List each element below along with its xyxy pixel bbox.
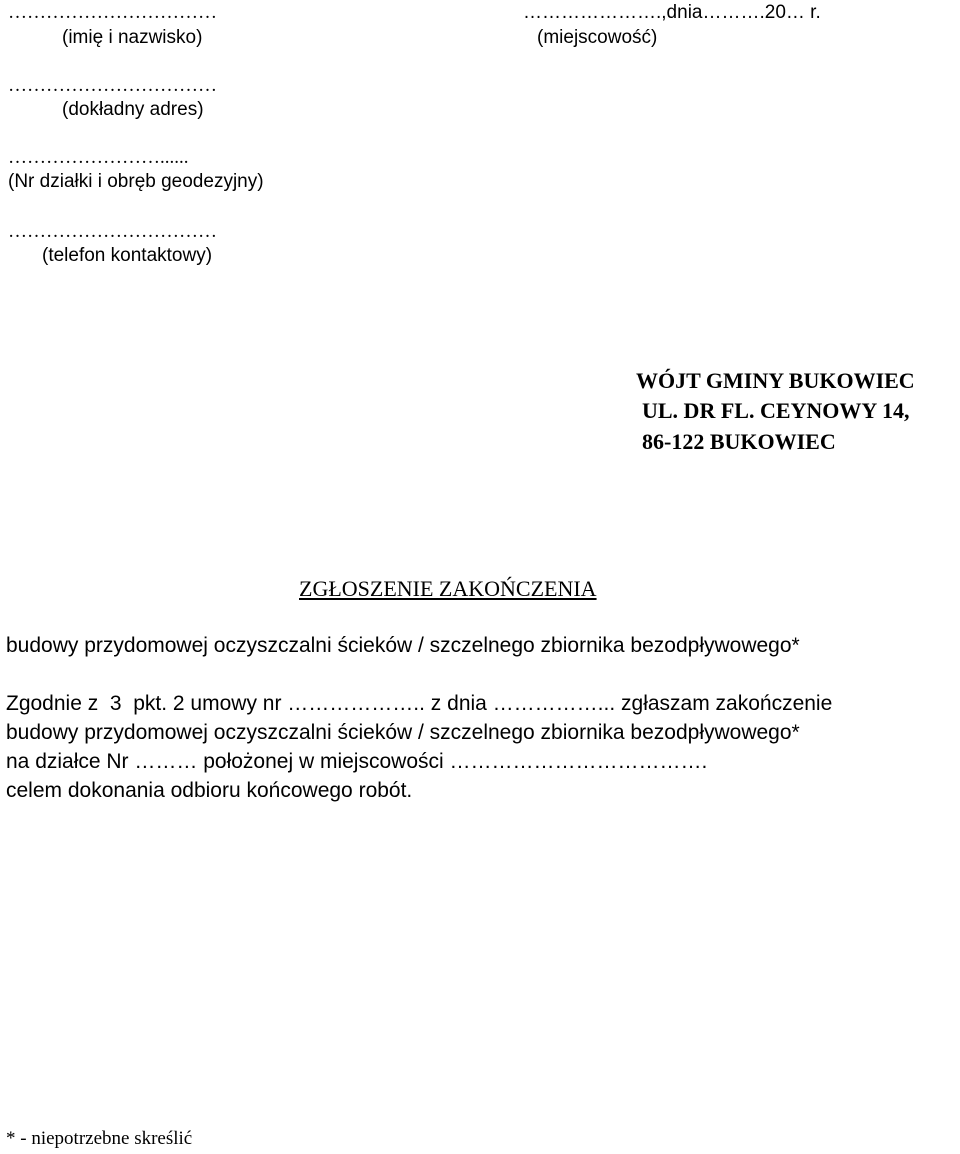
recipient-line-1: WÓJT GMINY BUKOWIEC xyxy=(636,368,915,393)
phone-dots[interactable]: …………………………… xyxy=(8,221,217,242)
plot-caption: (Nr działki i obręb geodezyjny) xyxy=(8,171,264,192)
paragraph-line-1: Zgodnie z 3 pkt. 2 umowy nr ……………….. z dnia ……………... zgłaszam zakończenie xyxy=(6,692,833,715)
name-caption: (imię i nazwisko) xyxy=(62,27,203,48)
footnote: * - niepotrzebne skreślić xyxy=(6,1128,193,1149)
paragraph-line-3: na działce Nr ……… położonej w miejscowości ………………………………. xyxy=(6,750,708,773)
address-dots[interactable]: …………………………… xyxy=(8,75,217,96)
document-subtitle: budowy przydomowej oczyszczalni ścieków / szczelnego zbiornika bezodpływowego* xyxy=(6,634,800,657)
name-dots[interactable]: …………………………… xyxy=(8,2,217,23)
place-date-line[interactable]: ………………….,dnia……….20… r. xyxy=(523,2,821,23)
recipient-line-3: 86-122 BUKOWIEC xyxy=(642,429,836,454)
plot-dots[interactable]: ……………………...... xyxy=(8,147,189,168)
document-title: ZGŁOSZENIE ZAKOŃCZENIA xyxy=(299,576,597,601)
place-caption: (miejscowość) xyxy=(537,27,658,48)
address-caption: (dokładny adres) xyxy=(62,99,204,120)
paragraph-line-4: celem dokonania odbioru końcowego robót. xyxy=(6,779,413,802)
paragraph-line-2: budowy przydomowej oczyszczalni ścieków / szczelnego zbiornika bezodpływowego* xyxy=(6,721,800,744)
recipient-line-2: UL. DR FL. CEYNOWY 14, xyxy=(642,398,910,423)
phone-caption: (telefon kontaktowy) xyxy=(42,245,213,266)
